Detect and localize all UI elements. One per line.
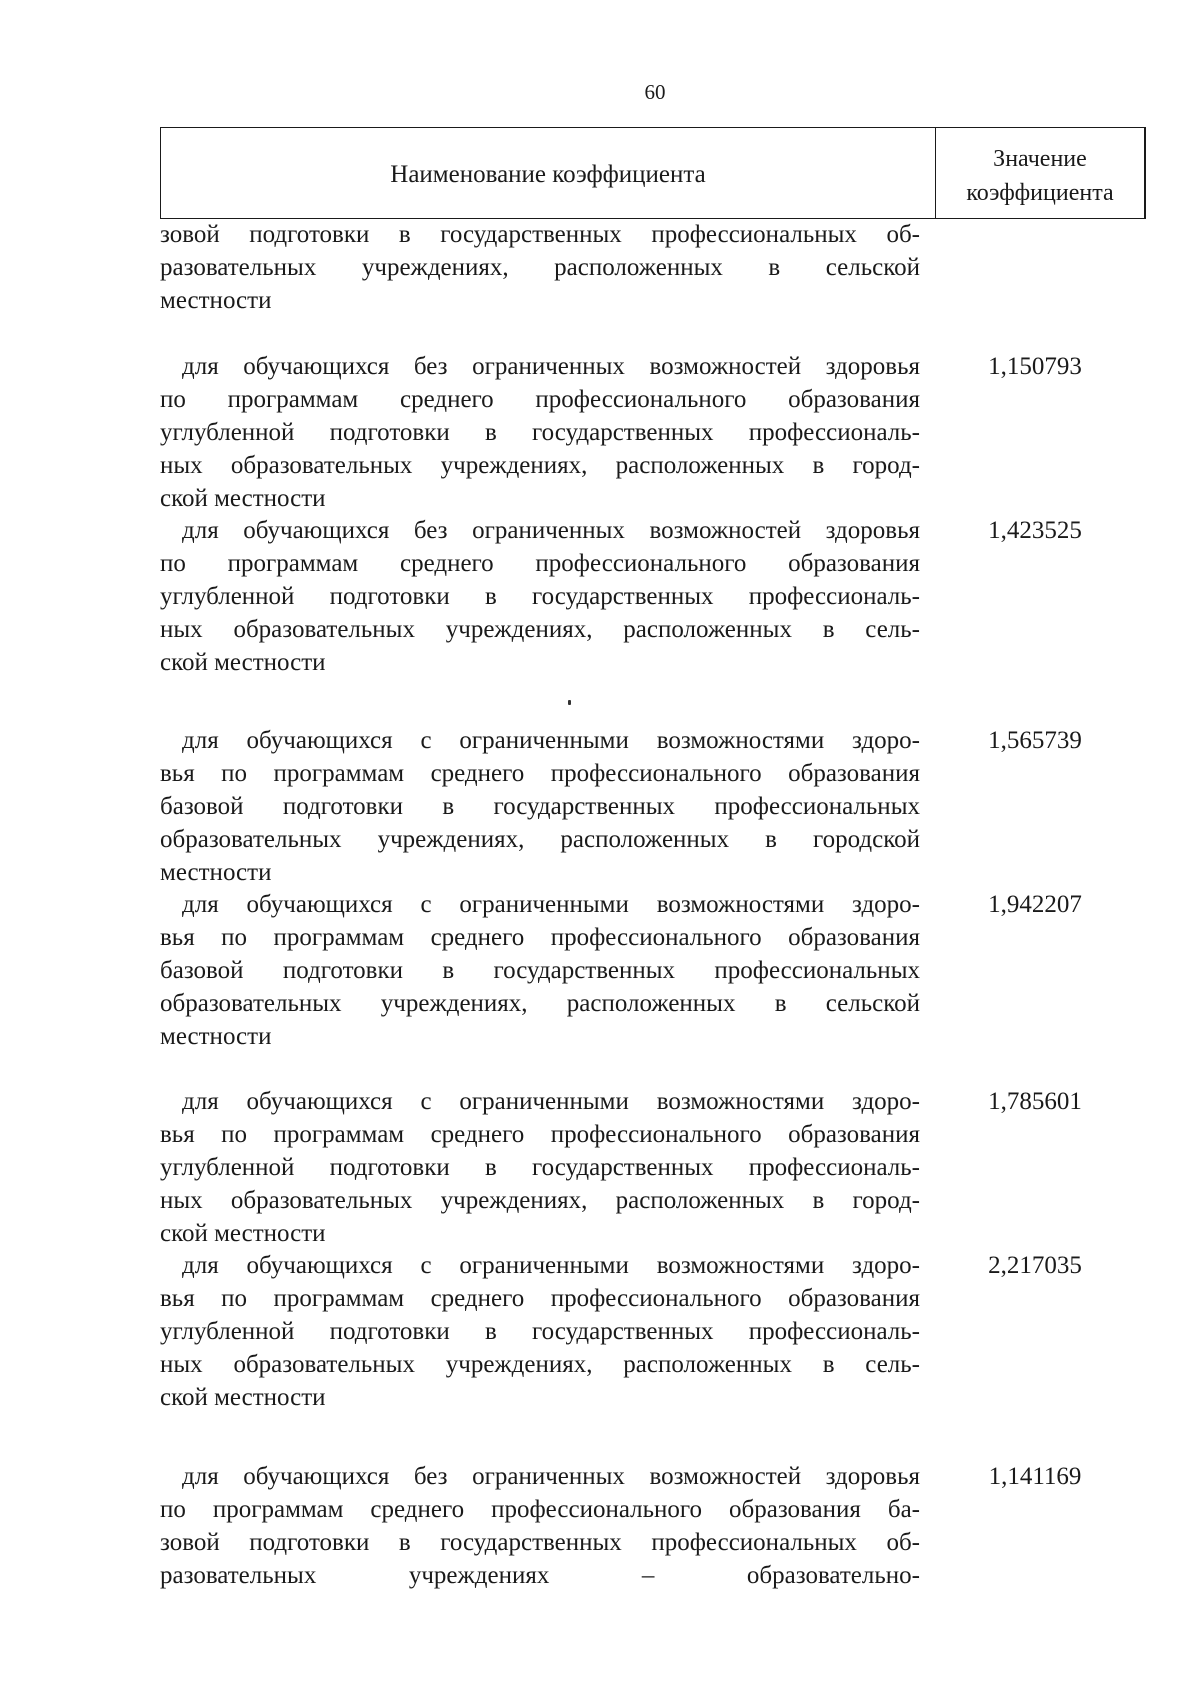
row-text-line: ных образовательных учреждениях, расположенных в сель- xyxy=(160,1351,920,1378)
coefficient-row-text xyxy=(160,218,920,317)
table-header xyxy=(160,127,1146,219)
coefficient-value: 1,942207 xyxy=(988,891,1082,918)
row-text-line: образовательных учреждениях, расположенных в городской xyxy=(160,826,920,853)
row-text-line: по программам среднего профессионального образования xyxy=(160,386,920,413)
coefficient-row-text xyxy=(160,1085,920,1250)
row-text-line: ской местности xyxy=(160,1220,326,1247)
row-text-line: углубленной подготовки в государственных профессиональ- xyxy=(160,419,920,446)
row-text-line: местности xyxy=(160,1023,272,1050)
column-header-value-line1: Значение xyxy=(993,146,1087,172)
page-number: 60 xyxy=(644,80,666,104)
row-text-line: ных образовательных учреждениях, расположенных в город- xyxy=(160,452,920,479)
row-text-line: зовой подготовки в государственных профессиональных об- xyxy=(160,1529,920,1556)
row-text-line: вья по программам среднего профессионального образования xyxy=(160,1285,920,1312)
row-text-line: вья по программам среднего профессионального образования xyxy=(160,760,920,787)
coefficient-value: 1,150793 xyxy=(988,353,1082,380)
row-text-line: ных образовательных учреждениях, расположенных в сель- xyxy=(160,616,920,643)
row-text-line: ской местности xyxy=(160,649,326,676)
row-text-line: базовой подготовки в государственных профессиональных xyxy=(160,957,920,984)
row-text-line: по программам среднего профессионального образования xyxy=(160,550,920,577)
coefficient-value: 1,565739 xyxy=(988,727,1082,754)
coefficient-row-text xyxy=(160,1249,920,1414)
row-text-line: базовой подготовки в государственных профессиональных xyxy=(160,793,920,820)
row-text-line: углубленной подготовки в государственных профессиональ- xyxy=(160,583,920,610)
coefficient-row-text xyxy=(160,514,920,679)
row-text-line: разовательных учреждениях – образовательно- xyxy=(160,1562,920,1589)
row-text-line: для обучающихся с ограниченными возможностями здоро- xyxy=(182,1252,920,1279)
coefficient-value: 2,217035 xyxy=(988,1252,1082,1279)
row-text-line: углубленной подготовки в государственных профессиональ- xyxy=(160,1318,920,1345)
row-text-line: ской местности xyxy=(160,485,326,512)
row-text-line: ской местности xyxy=(160,1384,326,1411)
row-text-line: разовательных учреждениях, расположенных в сельской xyxy=(160,254,920,281)
row-text-line: углубленной подготовки в государственных профессиональ- xyxy=(160,1154,920,1181)
row-text-line: зовой подготовки в государственных профессиональных об- xyxy=(160,221,920,248)
coefficient-row-text xyxy=(160,350,920,515)
row-text-line: местности xyxy=(160,859,272,886)
coefficient-row-text xyxy=(160,888,920,1053)
row-text-line: для обучающихся без ограниченных возможностей здоровья xyxy=(182,1463,920,1490)
column-header-value-line2: коэффициента xyxy=(966,180,1114,206)
row-text-line: для обучающихся с ограниченными возможностями здоро- xyxy=(182,727,920,754)
coefficient-value: 1,785601 xyxy=(988,1088,1082,1115)
row-text-line: местности xyxy=(160,287,272,314)
row-text-line: вья по программам среднего профессионального образования xyxy=(160,924,920,951)
coefficient-value: 1,423525 xyxy=(988,517,1082,544)
row-text-line: для обучающихся с ограниченными возможностями здоро- xyxy=(182,1088,920,1115)
coefficient-value: 1,141169 xyxy=(988,1463,1082,1490)
column-header-name: Наименование коэффициента xyxy=(161,128,936,218)
scan-speck xyxy=(568,700,571,705)
row-text-line: для обучающихся с ограниченными возможностями здоро- xyxy=(182,891,920,918)
column-header-value xyxy=(936,128,1144,218)
row-text-line: по программам среднего профессионального образования ба- xyxy=(160,1496,920,1523)
row-text-line: для обучающихся без ограниченных возможностей здоровья xyxy=(182,517,920,544)
row-text-line: для обучающихся без ограниченных возможностей здоровья xyxy=(182,353,920,380)
row-text-line: вья по программам среднего профессионального образования xyxy=(160,1121,920,1148)
row-text-line: образовательных учреждениях, расположенных в сельской xyxy=(160,990,920,1017)
coefficient-row-text xyxy=(160,1460,920,1592)
coefficient-row-text xyxy=(160,724,920,889)
row-text-line: ных образовательных учреждениях, расположенных в город- xyxy=(160,1187,920,1214)
